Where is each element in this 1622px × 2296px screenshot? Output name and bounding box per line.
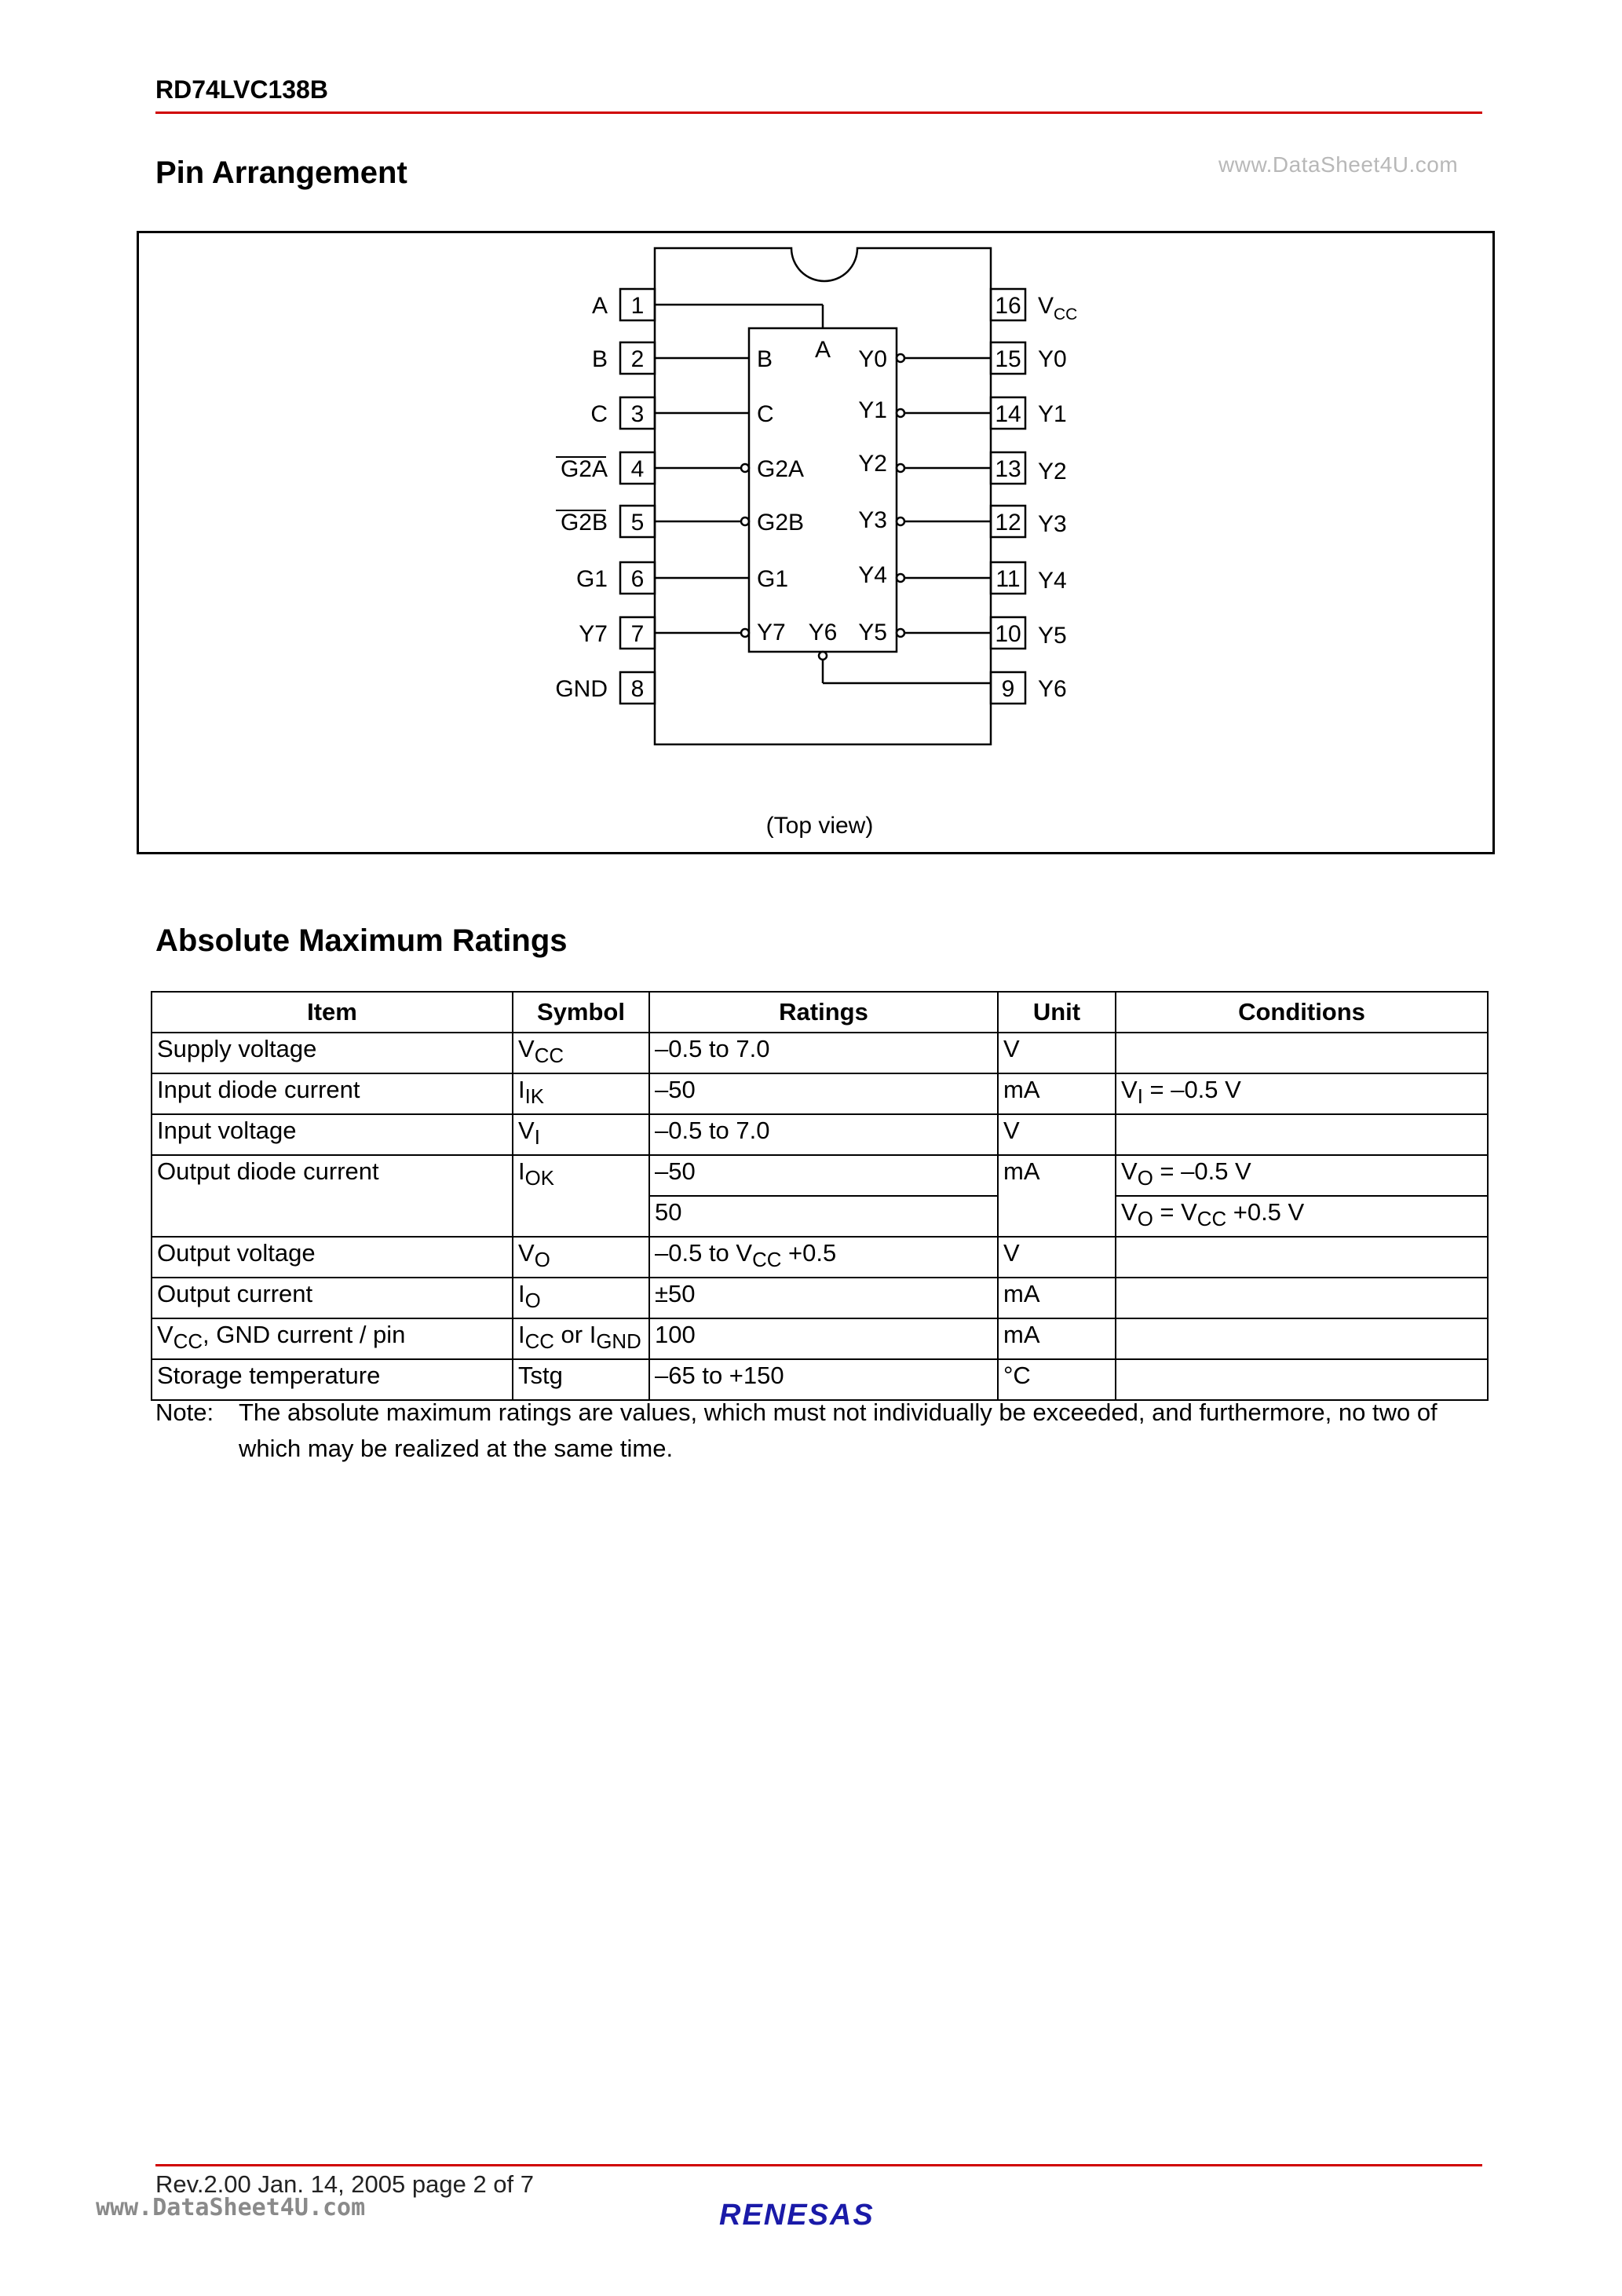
rating-cell: –0.5 to 7.0 (649, 1033, 998, 1073)
symbol-cell: $I_O$ (513, 1278, 649, 1318)
symbol-cell: $I_{OK}$ (513, 1155, 649, 1237)
table-row (152, 1033, 1488, 1073)
pin-number: 7 (630, 621, 645, 647)
table-row (152, 1155, 1488, 1196)
item-cell: Output diode current (152, 1155, 513, 1237)
footer-rule (155, 2164, 1482, 2166)
pin-number: 8 (630, 676, 645, 702)
condition-cell (1116, 1237, 1488, 1278)
pin-label: B (591, 346, 608, 372)
decoder-input-label: B (757, 346, 773, 372)
symbol-cell: $V_I$ (513, 1114, 649, 1155)
condition-cell (1116, 1318, 1488, 1359)
pin-diagram (139, 233, 1492, 852)
pin-label: GND (555, 676, 608, 702)
unit-cell: V (998, 1033, 1116, 1073)
item-cell: Input voltage (152, 1114, 513, 1155)
pin-number: 3 (630, 401, 645, 427)
unit-cell: mA (998, 1155, 1116, 1237)
unit-cell: °C (998, 1359, 1116, 1400)
item-cell: Supply voltage (152, 1033, 513, 1073)
pin-number: 9 (1001, 676, 1015, 702)
pin-label: Y4 (1038, 568, 1067, 594)
pin-number: 1 (630, 293, 645, 319)
item-cell: Input diode current (152, 1073, 513, 1114)
table-row (152, 1278, 1488, 1318)
table-row (152, 1114, 1488, 1155)
pin-label: A (591, 293, 608, 319)
symbol-cell: $I_{IK}$ (513, 1073, 649, 1114)
view-caption: (Top view) (765, 813, 874, 839)
footer-revision: Rev.2.00 Jan. 14, 2005 page 2 of 7 (155, 2170, 535, 2198)
rating-cell: –0.5 to $V_{CC} +0.5$ (649, 1237, 998, 1278)
pin-number: 6 (630, 566, 645, 592)
decoder-input-label: G2A (757, 456, 805, 482)
decoder-input-label: G2B (757, 510, 805, 536)
symbol-cell: $I_{CC}$ or $I_{GND}$ (513, 1318, 649, 1359)
decoder-input-label: C (757, 401, 774, 427)
header-rule (155, 112, 1482, 114)
pin-label: Y0 (1038, 346, 1067, 372)
column-header: Conditions (1116, 992, 1488, 1033)
unit-cell: mA (998, 1278, 1116, 1318)
item-cell: $V_{CC}$, GND current / pin (152, 1318, 513, 1359)
decoder-output-label: Y2 (858, 451, 887, 477)
rating-cell: 100 (649, 1318, 998, 1359)
column-header: Unit (998, 992, 1116, 1033)
decoder-output-label: Y4 (858, 562, 887, 588)
pin-number: 5 (630, 510, 645, 536)
note-label: Note: (155, 1398, 214, 1426)
unit-cell: V (998, 1237, 1116, 1278)
pin-label: G1 (575, 566, 608, 592)
pin-label: G2B (560, 510, 608, 536)
symbol-cell: Tstg (513, 1359, 649, 1400)
pin-number: 4 (630, 456, 645, 482)
pin-label: Y6 (1038, 676, 1067, 702)
decoder-input-label: A (814, 337, 831, 363)
item-cell: Storage temperature (152, 1359, 513, 1400)
ratings-title: Absolute Maximum Ratings (155, 923, 568, 958)
rating-cell: –50 (649, 1155, 998, 1196)
table-row (152, 1318, 1488, 1359)
table-row (152, 1073, 1488, 1114)
unit-cell: mA (998, 1318, 1116, 1359)
pin-number: 15 (995, 346, 1021, 372)
decoder-output-label: Y0 (858, 346, 887, 372)
condition-cell: $V_O = V_{CC} +0.5$ V (1116, 1196, 1488, 1237)
column-header: Symbol (513, 992, 649, 1033)
condition-cell: $V_O = -0.5$ V (1116, 1155, 1488, 1196)
pin-number: 12 (995, 510, 1021, 536)
renesas-logo: RENESAS (719, 2199, 875, 2232)
symbol-cell: $V_O$ (513, 1237, 649, 1278)
pin-label: Y5 (1038, 623, 1067, 649)
pin-number: 11 (995, 566, 1021, 592)
column-header: Ratings (649, 992, 998, 1033)
table-row (152, 1237, 1488, 1278)
pin-label: C (590, 401, 608, 427)
pin-diagram-frame (137, 231, 1495, 854)
pin-label: $V_{CC}$ (1038, 293, 1078, 324)
document-part-number: RD74LVC138B (155, 75, 328, 104)
pin-label: G2A (560, 456, 608, 482)
table-header-row (152, 992, 1488, 1033)
rating-cell: –50 (649, 1073, 998, 1114)
pin-number: 16 (995, 293, 1021, 319)
item-cell: Output voltage (152, 1237, 513, 1278)
rating-cell: 50 (649, 1196, 998, 1237)
pin-label: Y7 (579, 621, 608, 647)
ratings-note (155, 1395, 1490, 1467)
note-text: The absolute maximum ratings are values, which must not individually be exceeded, and furthermore, no two of (239, 1398, 1438, 1426)
ratings-table (151, 991, 1489, 1401)
column-header: Item (152, 992, 513, 1033)
item-cell: Output current (152, 1278, 513, 1318)
unit-cell: mA (998, 1073, 1116, 1114)
pin-label: Y2 (1038, 459, 1067, 484)
pin-number: 2 (630, 346, 645, 372)
decoder-output-label: Y7 (757, 620, 786, 645)
pin-label: Y1 (1038, 401, 1067, 427)
decoder-input-label: G1 (757, 566, 789, 592)
watermark-top: www.DataSheet4U.com (1218, 152, 1459, 177)
condition-cell (1116, 1278, 1488, 1318)
decoder-output-label: Y6 (808, 620, 838, 645)
pin-arrangement-title: Pin Arrangement (155, 155, 407, 190)
decoder-output-label: Y5 (858, 620, 887, 645)
decoder-block-outline (749, 328, 897, 652)
pin-number: 10 (995, 621, 1021, 647)
condition-cell (1116, 1033, 1488, 1073)
rating-cell: –0.5 to 7.0 (649, 1114, 998, 1155)
rating-cell: –65 to +150 (649, 1359, 998, 1400)
unit-cell: V (998, 1114, 1116, 1155)
rating-cell: ±50 (649, 1278, 998, 1318)
pin-label: Y3 (1038, 511, 1067, 537)
symbol-cell: $V_{CC}$ (513, 1033, 649, 1073)
pin-number: 13 (995, 456, 1021, 482)
pin-number: 14 (995, 401, 1021, 427)
decoder-output-label: Y3 (858, 507, 887, 533)
note-text-continued: which may be realized at the same time. (239, 1435, 674, 1462)
condition-cell (1116, 1114, 1488, 1155)
condition-cell: $V_I = -0.5$ V (1116, 1073, 1488, 1114)
watermark-bottom: www.DataSheet4U.com (96, 2194, 366, 2221)
decoder-output-label: Y1 (858, 397, 887, 423)
